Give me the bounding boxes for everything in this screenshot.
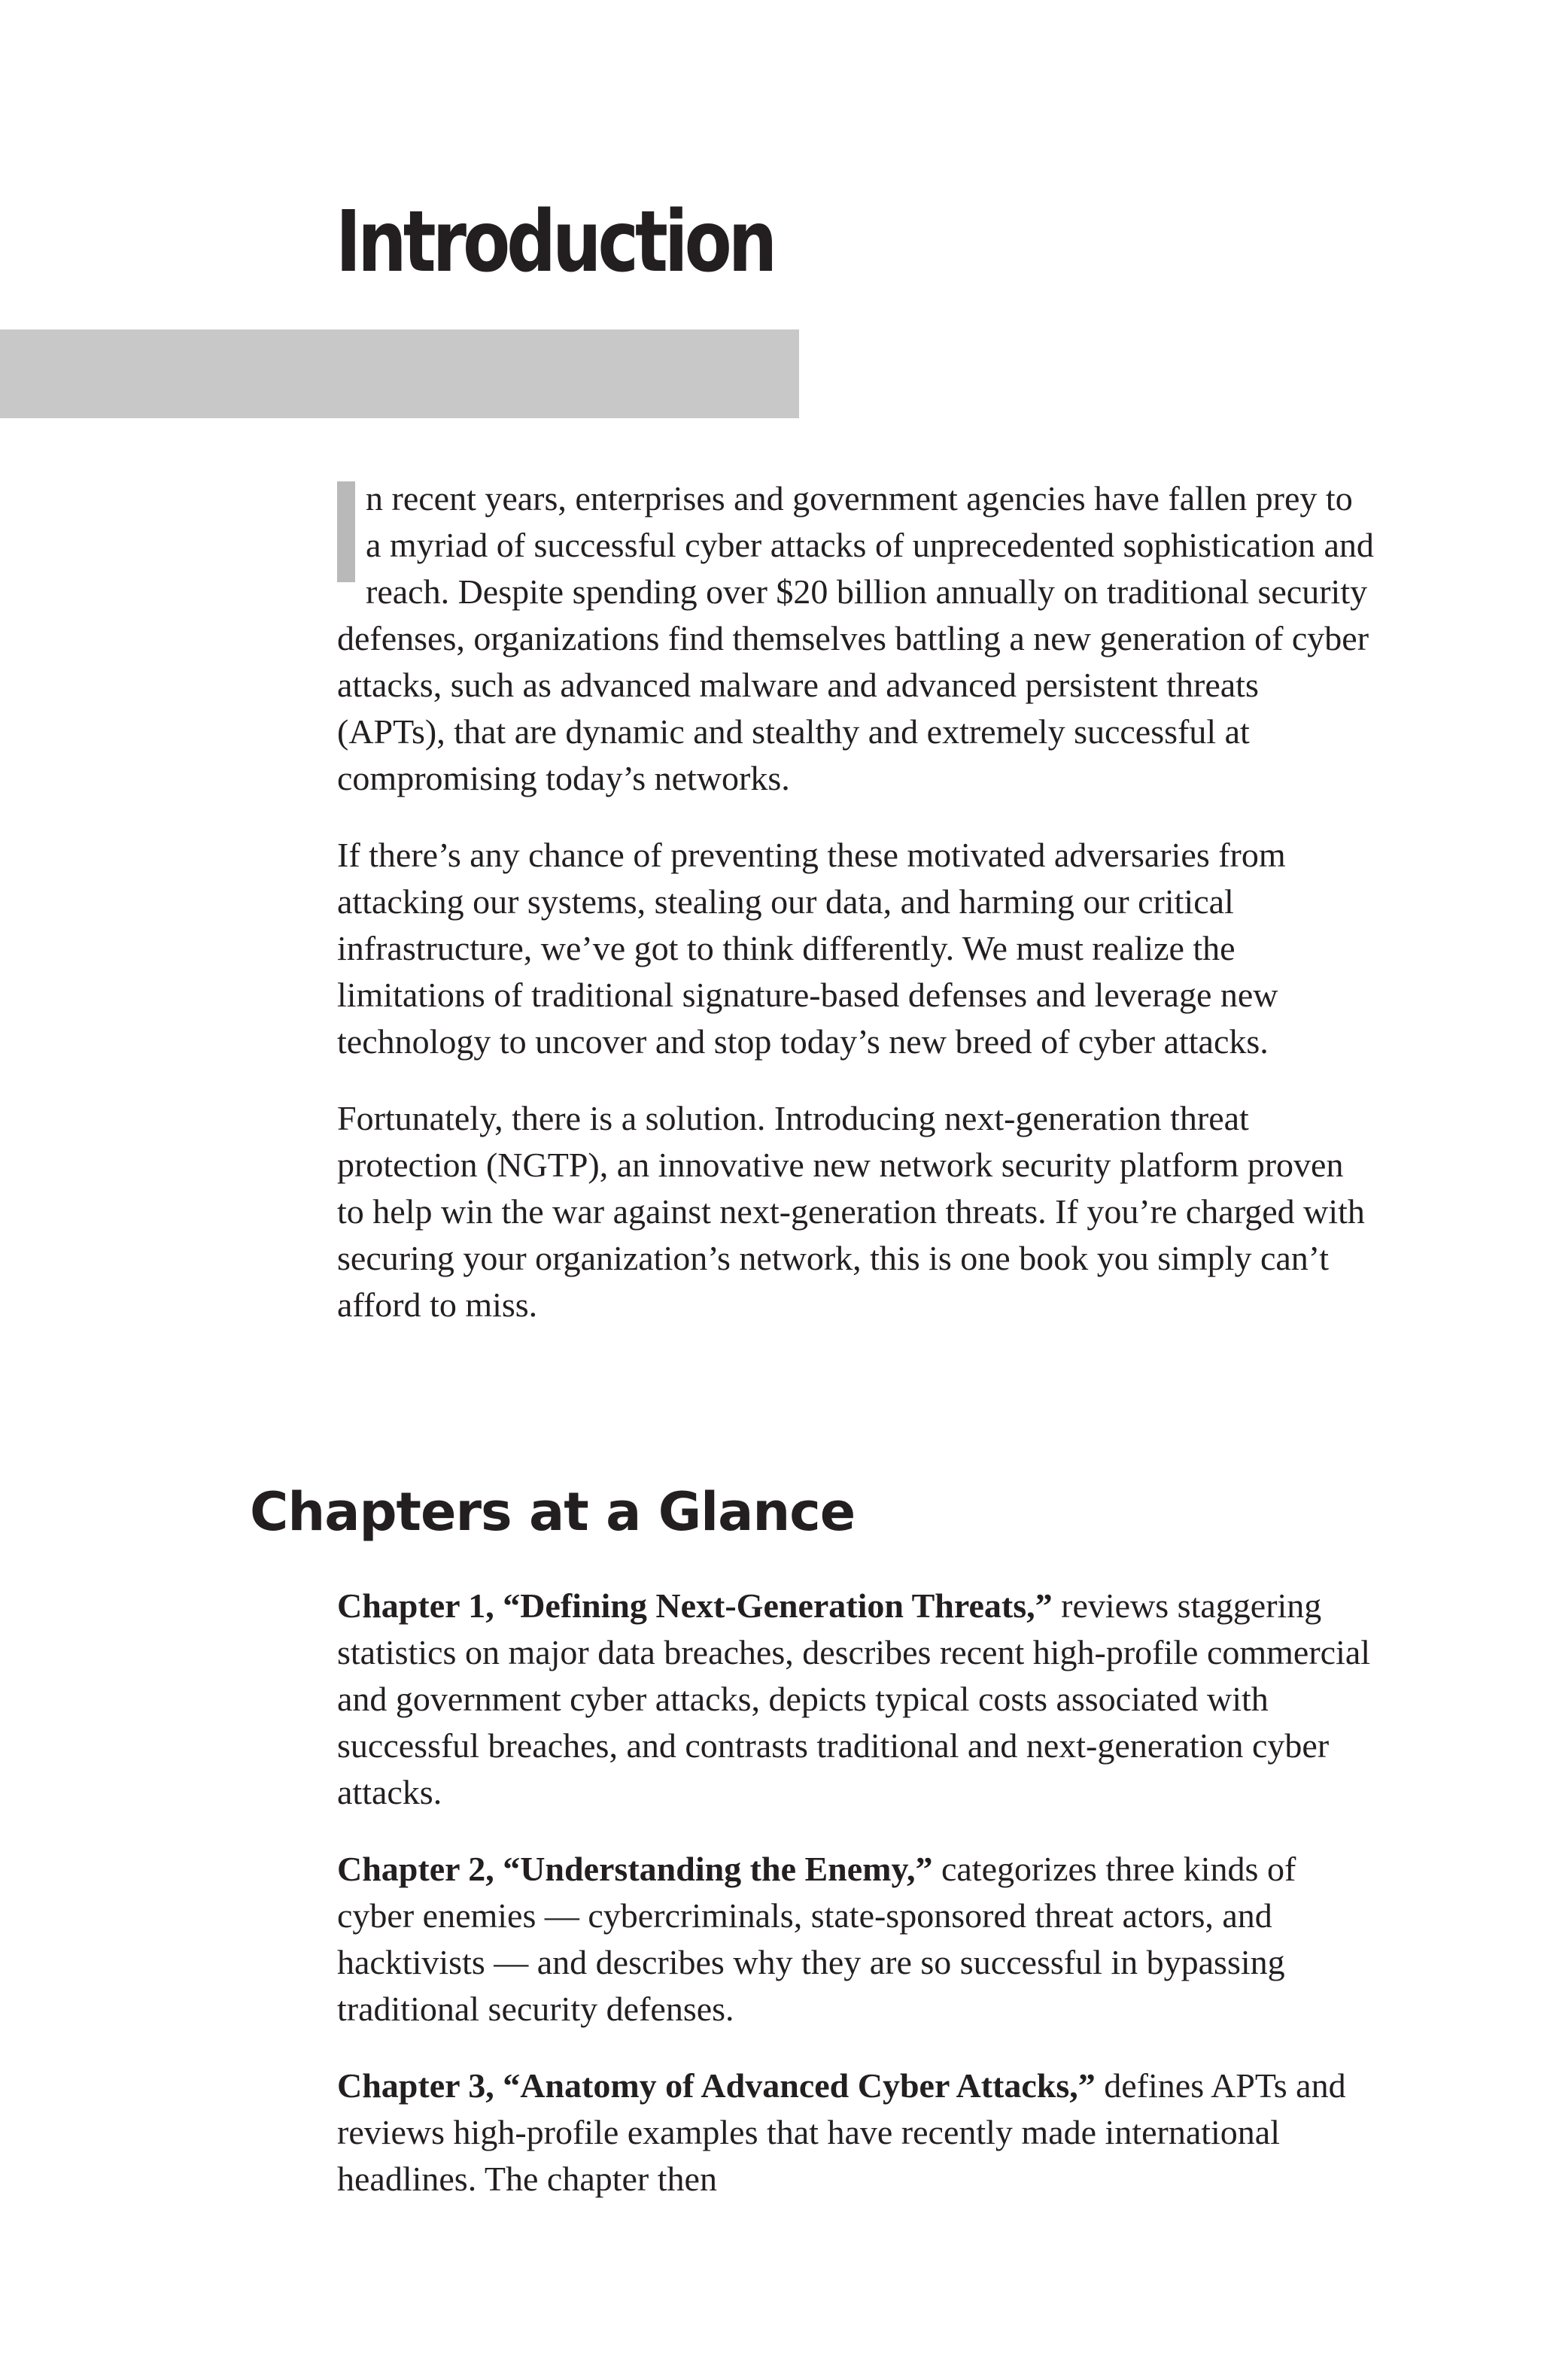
chapter-2-summary: categorizes three kinds of cyber enemies — cybercriminals, state-sponsored threat actors, and hacktivists — and describes why they are so successful in bypassing traditional security defenses. xyxy=(337,1850,1296,2028)
intro-paragraph-2: If there’s any chance of preventing these motivated adversaries from attacking our systems, stealing our data, and harming our critical infrastructure, we’ve got to think differently. We must realize the limitations of traditional signature-based defenses and leverage new technology to uncover and stop today’s new breed of cyber attacks. xyxy=(337,836,1286,1061)
intro-paragraph-1 xyxy=(337,475,1375,802)
intro-text xyxy=(337,475,1375,1358)
chapter-2-ref: Chapter 2, “Understanding the Enemy,” xyxy=(337,1850,933,1888)
chapter-1-ref: Chapter 1, “Defining Next-Generation Threats,” xyxy=(337,1586,1053,1625)
title-decorative-bar xyxy=(0,329,799,418)
chapter-summary-2 xyxy=(337,1846,1375,2032)
chapter-1-summary: reviews staggering statistics on major data breaches, describes recent high-profile commercial and government cyber attacks, depicts typical costs associated with successful breaches, and contrasts traditional and next-generation cyber attacks. xyxy=(337,1586,1371,1811)
chapter-summary-1 xyxy=(337,1583,1375,1816)
dropcap-letter-block xyxy=(337,481,355,582)
intro-paragraph-3: Fortunately, there is a solution. Introducing next-generation threat protection (NGTP), an innovative new network security platform proven to help win the war against next-generation threats. If you’re charged with securing your organization’s network, this is one book you simply can’t afford to miss. xyxy=(337,1099,1365,1324)
chapters-list xyxy=(337,1583,1375,2233)
chapter-3-ref: Chapter 3, “Anatomy of Advanced Cyber Attacks,” xyxy=(337,2066,1096,2105)
chapter-3-summary: defines APTs and reviews high-profile examples that have recently made international headlines. The chapter then xyxy=(337,2066,1346,2198)
intro-paragraph-1-text: n recent years, enterprises and government agencies have fallen prey to a myriad of successful cyber attacks of unprecedented sophistication and reach. Despite spending over $20 billion annually on traditional security defenses, organizations find themselves battling a new generation of cyber attacks, such as advanced malware and advanced persistent threats (APTs), that are dynamic and stealthy and extremely successful at compromising today’s networks. xyxy=(337,479,1374,797)
chapter-title: Introduction xyxy=(336,193,774,291)
chapter-summary-3 xyxy=(337,2063,1375,2202)
section-heading-chapters: Chapters at a Glance xyxy=(250,1481,856,1543)
